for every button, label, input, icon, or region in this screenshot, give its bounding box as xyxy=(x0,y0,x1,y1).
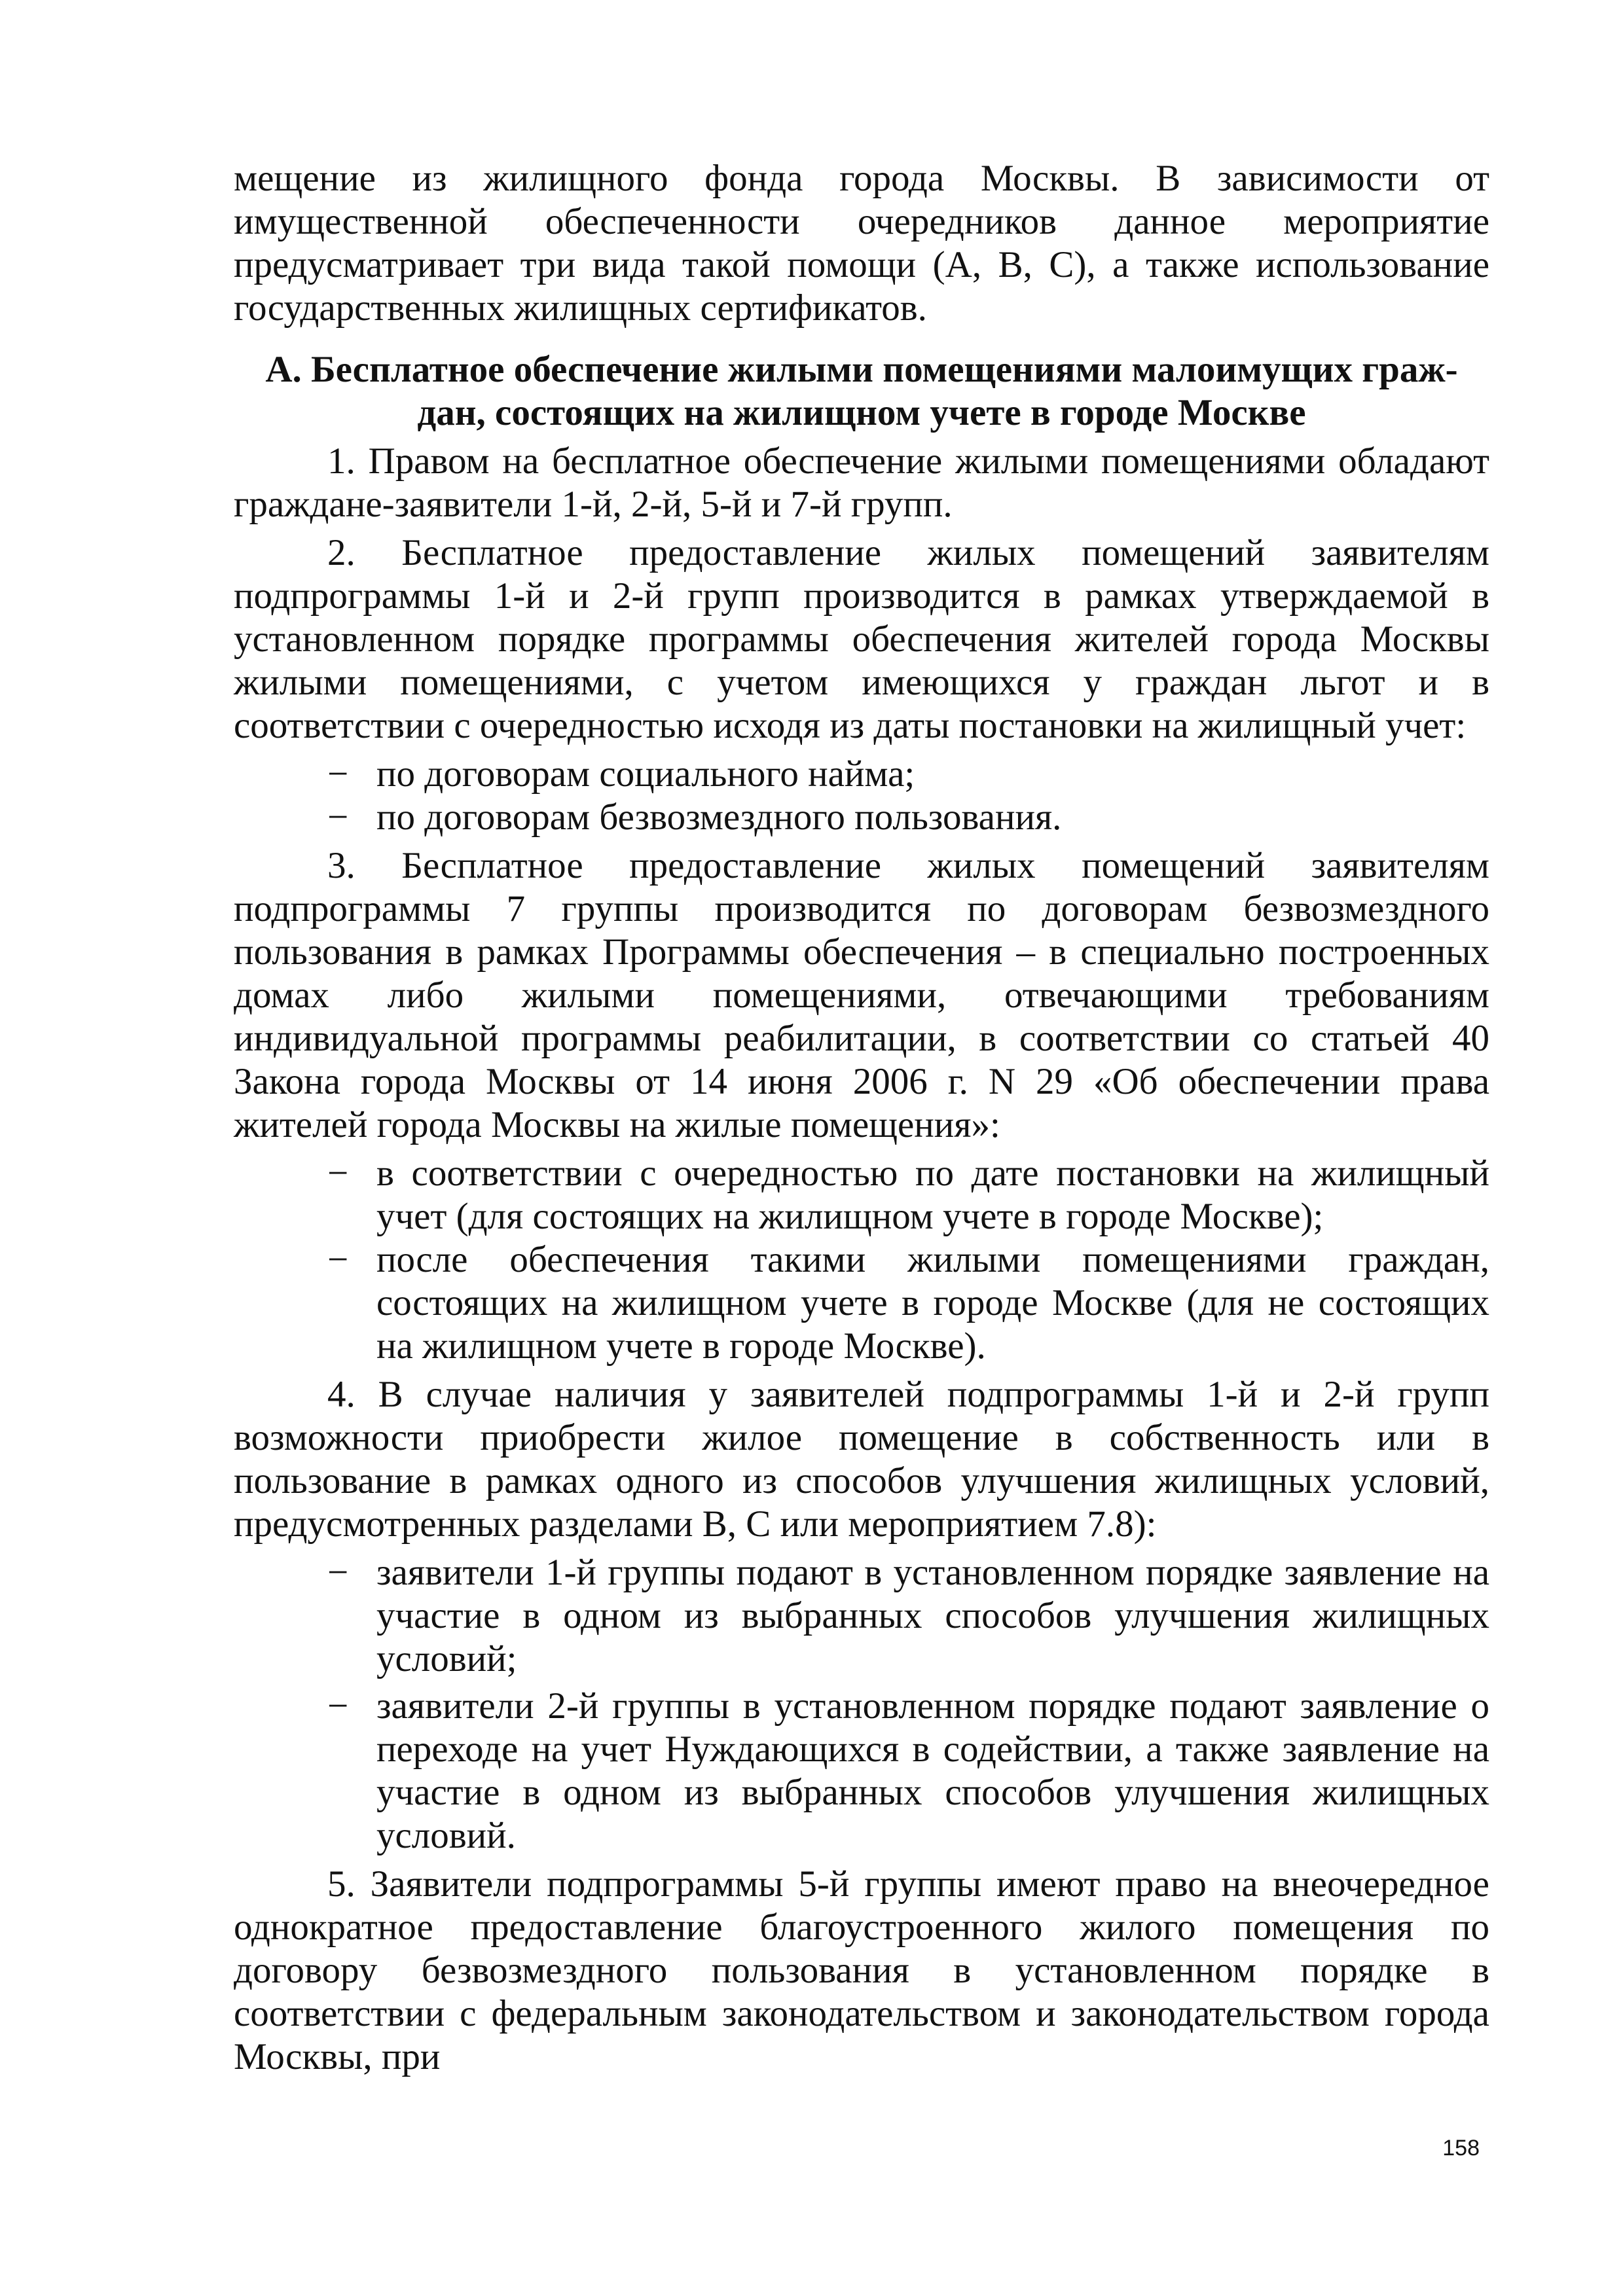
item-2-paragraph: 2. Бесплатное предоставление жилых помещений заявителям подпрограммы 1-й и 2-й групп производится в рамках утверждаемой в установленном порядке программы обеспечения жителей города Москвы жилыми помещениями, с учетом имеющихся у граждан льгот и в соответствии с очередностью исходя из даты постановки на жилищный учет: xyxy=(234,532,1489,746)
intro-paragraph: мещение из жилищного фонда города Москвы. В зависимости от имущественной обеспеченности очередников данное мероприятие предусматривает три вида такой помощи (А, В, С), а также использование государственных жилищных сертификатов. xyxy=(234,158,1489,329)
dash-marker: − xyxy=(327,753,349,795)
bullet-text: по договорам социального найма; xyxy=(376,753,915,795)
section-heading-line-1: А. Бесплатное обеспечение жилыми помещениями малоимущих граж- xyxy=(265,349,1458,390)
dash-marker: − xyxy=(327,1239,349,1280)
item-4-bullet-1 xyxy=(234,1551,1489,1681)
section-heading xyxy=(234,348,1489,435)
bullet-text: в соответствии с очередностью по дате постановки на жилищный учет (для состоящих на жилищном учете в городе Москве); xyxy=(376,1153,1489,1237)
page-content xyxy=(234,157,1489,2079)
bullet-text: заявители 1-й группы подают в установленном порядке заявление на участие в одном из выбранных способов улучшения жилищных условий; xyxy=(376,1552,1489,1679)
bullet-text: после обеспечения такими жилыми помещениями граждан, состоящих на жилищном учете в городе Москве (для не состоящих на жилищном учете в городе Москве). xyxy=(376,1239,1489,1367)
section-heading-line-2: дан, состоящих на жилищном учете в городе Москве xyxy=(417,392,1306,433)
page-number: 158 xyxy=(1442,2136,1480,2161)
item-3-bullet-2 xyxy=(234,1238,1489,1368)
dash-marker: − xyxy=(327,797,349,838)
item-1-paragraph: 1. Правом на бесплатное обеспечение жилыми помещениями обладают граждане-заявители 1-й, 2-й, 5-й и 7-й групп. xyxy=(234,440,1489,525)
bullet-text: по договорам безвозмездного пользования. xyxy=(376,797,1062,838)
dash-marker: − xyxy=(327,1685,349,1727)
item-2-bullet-1 xyxy=(234,753,1489,796)
bullet-text: заявители 2-й группы в установленном порядке подают заявление о переходе на учет Нуждающихся в содействии, а также заявление на участие в одном из выбранных способов улучшения жилищных условий. xyxy=(376,1685,1489,1856)
item-3-bullet-1 xyxy=(234,1152,1489,1238)
dash-marker: − xyxy=(327,1153,349,1194)
item-5-paragraph: 5. Заявители подпрограммы 5-й группы имеют право на внеочередное однократное предоставление благоустроенного жилого помещения по договору безвозмездного пользования в установленном порядке в соответствии с федеральным законодательством и законодательством города Москвы, при xyxy=(234,1863,1489,2077)
item-2-bullet-2 xyxy=(234,796,1489,839)
item-4-bullet-2 xyxy=(234,1685,1489,1857)
item-4-paragraph: 4. В случае наличия у заявителей подпрограммы 1-й и 2-й групп возможности приобрести жилое помещение в собственность или в пользование в рамках одного из способов улучшения жилищных условий, предусмотренных разделами В, С или мероприятием 7.8): xyxy=(234,1374,1489,1545)
item-3-paragraph: 3. Бесплатное предоставление жилых помещений заявителям подпрограммы 7 группы производится по договорам безвозмездного пользования в рамках Программы обеспечения – в специально построенных домах либо жилыми помещениями, отвечающими требованиям индивидуальной программы реабилитации, в соответствии со статьей 40 Закона города Москвы от 14 июня 2006 г. N 29 «Об обеспечении права жителей города Москвы на жилые помещения»: xyxy=(234,845,1489,1145)
dash-marker: − xyxy=(327,1552,349,1593)
